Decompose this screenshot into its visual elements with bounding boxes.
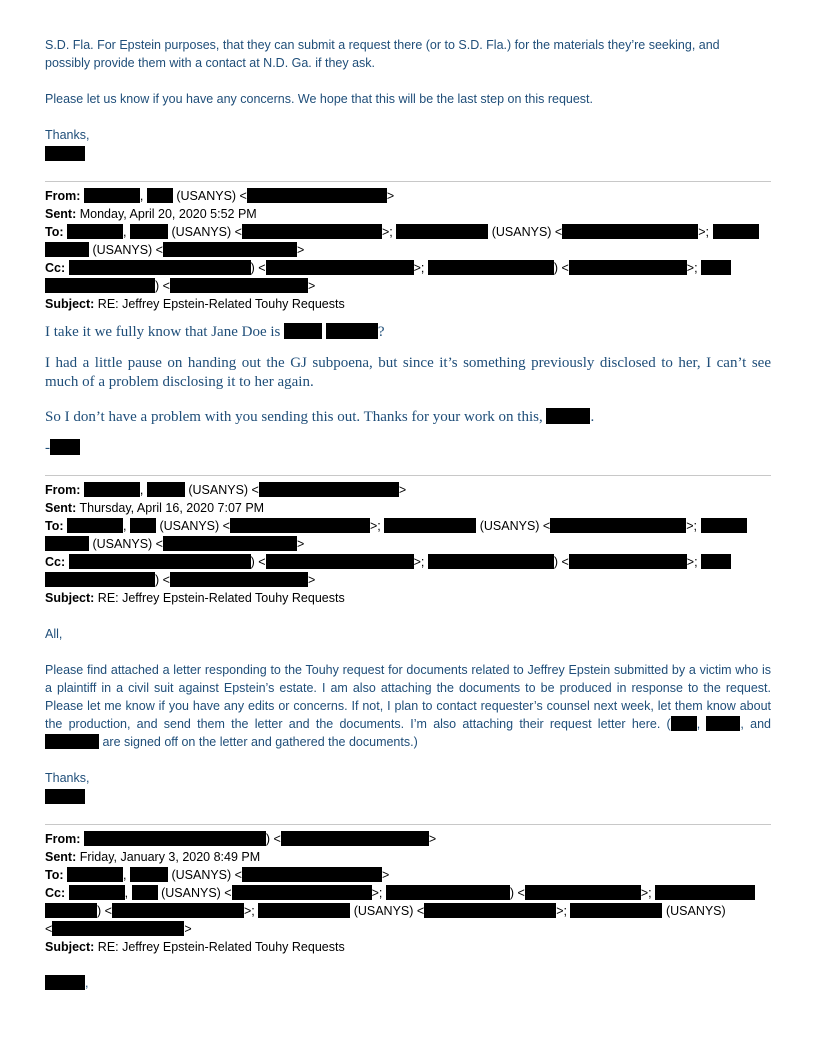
email1-cc: Cc: ) < >; ) < >; — [45, 259, 771, 277]
email3-greeting: , — [45, 974, 771, 992]
email3-cc-cont2: < > — [45, 922, 192, 936]
redaction — [655, 885, 755, 900]
redaction — [147, 482, 185, 497]
email2-cc-cont: ) < > — [45, 571, 771, 589]
redaction — [384, 518, 476, 533]
email1-header — [45, 187, 771, 313]
redaction — [386, 885, 510, 900]
redaction — [242, 867, 382, 882]
email2-from: From: , (USANYS) < > — [45, 483, 407, 497]
redacted-signature — [45, 789, 85, 804]
redaction — [45, 536, 89, 551]
redaction — [550, 518, 686, 533]
email2-greeting: All, — [45, 627, 63, 641]
email2-cc: Cc: ) < >; ) < >; — [45, 553, 771, 571]
redaction — [170, 278, 308, 293]
redaction — [67, 518, 123, 533]
redaction — [258, 903, 350, 918]
email1-to-cont: (USANYS) < > — [45, 241, 771, 259]
redacted-signature — [45, 146, 85, 161]
email3-cc-cont: ) < >; (USANYS) < >; (USANYS) — [45, 902, 771, 920]
email1-sign: - — [45, 439, 771, 458]
redaction — [259, 482, 399, 497]
redaction — [69, 885, 125, 900]
redaction — [45, 903, 97, 918]
redaction — [69, 554, 251, 569]
redaction — [45, 572, 155, 587]
intro-concerns: Please let us know if you have any concerns. We hope that this will be the last step on this request. — [45, 92, 593, 106]
redaction — [130, 867, 168, 882]
redaction — [525, 885, 641, 900]
redaction — [247, 188, 387, 203]
redaction — [242, 224, 382, 239]
email3-cc: Cc: , (USANYS) < >; ) < >; — [45, 884, 771, 902]
email2-to: To: , (USANYS) < >; (USANYS) < >; — [45, 517, 771, 535]
redaction — [428, 554, 554, 569]
redaction — [69, 260, 251, 275]
redaction — [130, 518, 156, 533]
redaction — [671, 716, 697, 731]
redaction — [147, 188, 173, 203]
intro-section — [45, 36, 771, 164]
redaction — [569, 554, 687, 569]
redaction — [84, 482, 140, 497]
email1-body-3: So I don’t have a problem with you sending this out. Thanks for your work on this, . — [45, 409, 595, 425]
email1-cc-cont: ) < > — [45, 277, 771, 295]
redaction — [284, 323, 322, 339]
intro-thanks: Thanks, — [45, 128, 90, 142]
redaction — [569, 260, 687, 275]
redaction — [701, 260, 731, 275]
email1-body-2: I had a little pause on handing out the GJ subpoena, but since it’s something previously disclosed to her, I can’t see much of a problem disclosing it to her again. — [45, 355, 771, 390]
email2-body — [45, 625, 771, 807]
redaction — [706, 716, 740, 731]
email2-subject: Subject: RE: Jeffrey Epstein-Related Touhy Requests — [45, 591, 345, 605]
redaction — [45, 242, 89, 257]
redaction — [112, 903, 244, 918]
redaction — [45, 975, 85, 990]
redaction — [424, 903, 556, 918]
redaction — [546, 408, 590, 424]
redaction — [67, 224, 123, 239]
redaction — [163, 242, 297, 257]
redaction — [130, 224, 168, 239]
redaction — [428, 260, 554, 275]
email2-header — [45, 481, 771, 607]
email1-subject: Subject: RE: Jeffrey Epstein-Related Touhy Requests — [45, 297, 345, 311]
redaction — [84, 831, 266, 846]
email3-from: From: ) < > — [45, 832, 437, 846]
redaction — [67, 867, 123, 882]
redaction — [52, 921, 184, 936]
intro-line-2: possibly provide them with a contact at N.D. Ga. if they ask. — [45, 56, 376, 70]
redaction — [570, 903, 662, 918]
document-page — [45, 36, 771, 992]
redaction — [326, 323, 378, 339]
email1-from: From: , (USANYS) < > — [45, 189, 395, 203]
redaction — [170, 572, 308, 587]
email3-body — [45, 974, 771, 992]
email2-thanks: Thanks, — [45, 771, 90, 785]
redaction — [45, 734, 99, 749]
email3-header — [45, 830, 771, 956]
redaction — [266, 260, 414, 275]
email1-body — [45, 323, 771, 458]
redaction — [163, 536, 297, 551]
redaction — [232, 885, 372, 900]
redaction — [45, 278, 155, 293]
email2-sent: Sent: Thursday, April 16, 2020 7:07 PM — [45, 501, 265, 515]
redaction — [562, 224, 698, 239]
email1-to: To: , (USANYS) < >; (USANYS) < >; — [45, 223, 771, 241]
intro-line-1: S.D. Fla. For Epstein purposes, that they can submit a request there (or to S.D. Fla.) for the materials they’re seeking, and — [45, 38, 720, 52]
email3-sent: Sent: Friday, January 3, 2020 8:49 PM — [45, 850, 261, 864]
email1-sent: Sent: Monday, April 20, 2020 5:52 PM — [45, 207, 257, 221]
redaction — [701, 518, 747, 533]
email1-body-1: I take it we fully know that Jane Doe is ? — [45, 324, 385, 340]
email3-to: To: , (USANYS) < > — [45, 868, 390, 882]
redaction — [84, 188, 140, 203]
redaction — [230, 518, 370, 533]
redaction — [50, 439, 80, 455]
redaction — [266, 554, 414, 569]
redaction — [701, 554, 731, 569]
redaction — [396, 224, 488, 239]
email3-subject: Subject: RE: Jeffrey Epstein-Related Touhy Requests — [45, 940, 345, 954]
redaction — [281, 831, 429, 846]
redaction — [713, 224, 759, 239]
email2-body-text: Please find attached a letter responding to the Touhy request for documents related to Jeffrey Epstein submitted by a victim who is a plaintiff in a civil suit against Epstein’s estate. I am also attaching the documents to be produced in response to the request. Please let me know if you have any edits or concerns. If not, I plan to contact requester’s counsel next week, let them know about the production, and send them the letter and the documents. I’m also attaching their request letter here. ( , , and are signed off on the letter and gathered the documents.) — [45, 663, 771, 749]
redaction — [132, 885, 158, 900]
email2-to-cont: (USANYS) < > — [45, 535, 771, 553]
